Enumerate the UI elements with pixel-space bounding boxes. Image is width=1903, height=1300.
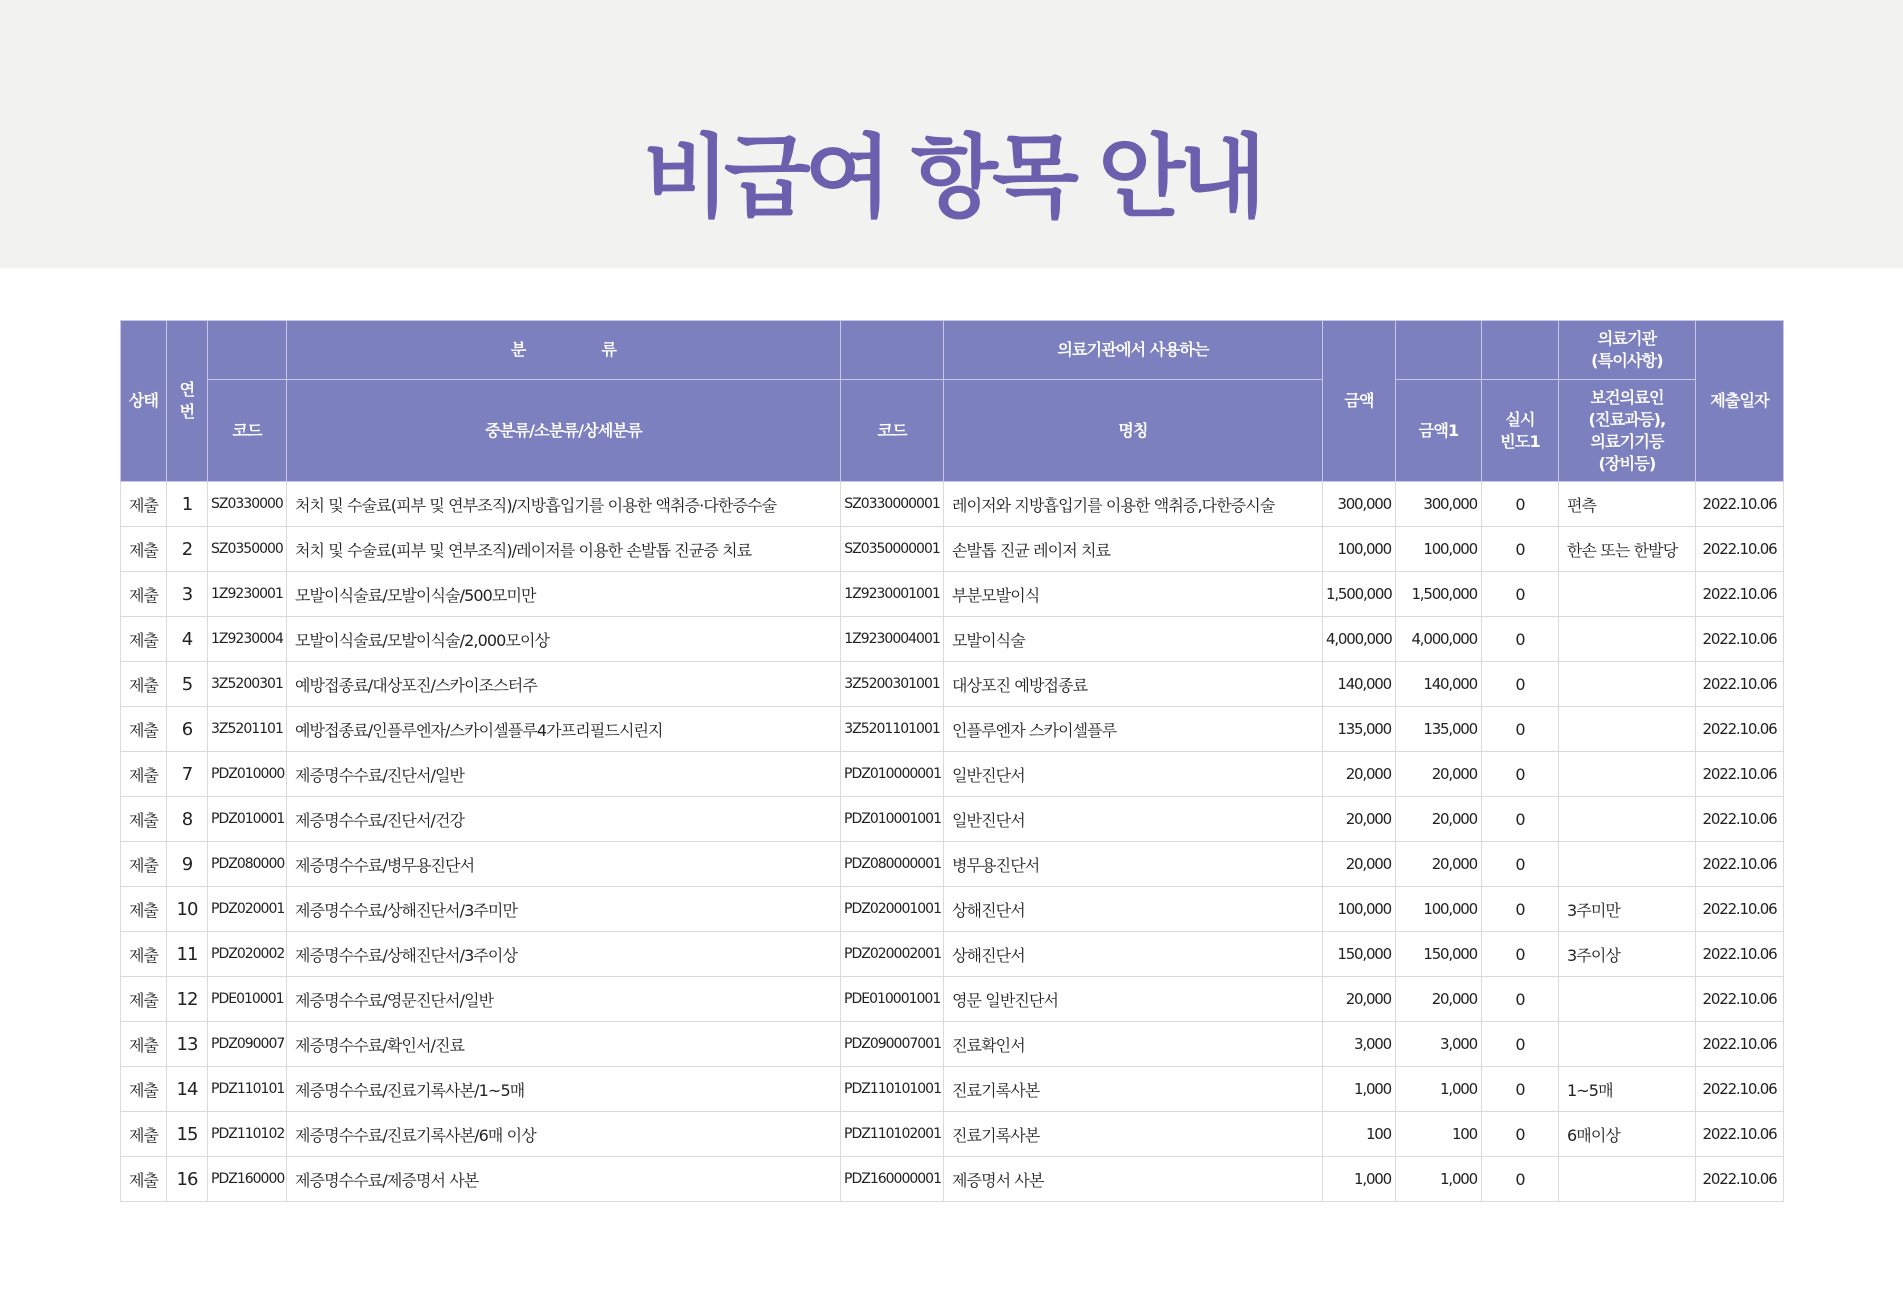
cell-seq: 1 xyxy=(167,482,208,527)
cell-category: 제증명수수료/진료기록사본/1~5매 xyxy=(287,1067,841,1112)
cell-amount: 140,000 xyxy=(1323,662,1396,707)
header-row-bottom xyxy=(121,380,1784,482)
cell-status: 제출 xyxy=(121,707,167,752)
cell-note xyxy=(1559,707,1696,752)
cell-name: 진료확인서 xyxy=(944,1022,1323,1067)
cell-inst-code: PDZ020001001 xyxy=(841,887,944,932)
header-notes xyxy=(1559,380,1696,482)
cell-frequency: 0 xyxy=(1482,527,1559,572)
cell-frequency: 0 xyxy=(1482,887,1559,932)
header-code: 코드 xyxy=(208,380,287,482)
cell-seq: 12 xyxy=(167,977,208,1022)
cell-code: 3Z5201101 xyxy=(208,707,287,752)
cell-name: 일반진단서 xyxy=(944,797,1323,842)
header-notes-line4: (장비등) xyxy=(1598,453,1656,473)
cell-code: PDZ110101 xyxy=(208,1067,287,1112)
cell-inst-code: 3Z5201101001 xyxy=(841,707,944,752)
cell-code: 1Z9230004 xyxy=(208,617,287,662)
cell-inst-code: PDZ160000001 xyxy=(841,1157,944,1202)
cell-inst-code: PDZ020002001 xyxy=(841,932,944,977)
cell-code: 3Z5200301 xyxy=(208,662,287,707)
cell-seq: 8 xyxy=(167,797,208,842)
cell-date: 2022.10.06 xyxy=(1696,482,1784,527)
cell-status: 제출 xyxy=(121,842,167,887)
cell-status: 제출 xyxy=(121,572,167,617)
cell-code: PDZ160000 xyxy=(208,1157,287,1202)
cell-category: 모발이식술료/모발이식술/2,000모이상 xyxy=(287,617,841,662)
cell-code: PDZ010000 xyxy=(208,752,287,797)
cell-amount1: 140,000 xyxy=(1396,662,1482,707)
header-mid-class: 중분류/소분류/상세분류 xyxy=(287,380,841,482)
cell-seq: 16 xyxy=(167,1157,208,1202)
table-row xyxy=(121,662,1784,707)
cell-seq: 10 xyxy=(167,887,208,932)
table-row xyxy=(121,1112,1784,1157)
cell-note: 편측 xyxy=(1559,482,1696,527)
header-hospital-use: 의료기관에서 사용하는 xyxy=(944,321,1323,380)
cell-code: PDZ090007 xyxy=(208,1022,287,1067)
cell-inst-code: PDZ080000001 xyxy=(841,842,944,887)
table-row xyxy=(121,977,1784,1022)
table-row xyxy=(121,707,1784,752)
header-amount1-spacer xyxy=(1396,321,1482,380)
cell-frequency: 0 xyxy=(1482,1067,1559,1112)
cell-amount: 150,000 xyxy=(1323,932,1396,977)
cell-category: 제증명수수료/상해진단서/3주이상 xyxy=(287,932,841,977)
cell-category: 제증명수수료/확인서/진료 xyxy=(287,1022,841,1067)
cell-inst-code: PDE010001001 xyxy=(841,977,944,1022)
cell-category: 제증명수수료/영문진단서/일반 xyxy=(287,977,841,1022)
cell-note xyxy=(1559,662,1696,707)
cell-name: 레이저와 지방흡입기를 이용한 액취증,다한증시술 xyxy=(944,482,1323,527)
cell-date: 2022.10.06 xyxy=(1696,1157,1784,1202)
cell-amount1: 100,000 xyxy=(1396,887,1482,932)
cell-code: SZ0350000 xyxy=(208,527,287,572)
cell-status: 제출 xyxy=(121,662,167,707)
cell-name: 상해진단서 xyxy=(944,932,1323,977)
cell-code: SZ0330000 xyxy=(208,482,287,527)
cell-note: 한손 또는 한발당 xyxy=(1559,527,1696,572)
cell-note: 3주이상 xyxy=(1559,932,1696,977)
cell-amount: 100,000 xyxy=(1323,527,1396,572)
cell-date: 2022.10.06 xyxy=(1696,617,1784,662)
cell-frequency: 0 xyxy=(1482,662,1559,707)
cell-frequency: 0 xyxy=(1482,572,1559,617)
cell-amount: 100 xyxy=(1323,1112,1396,1157)
cell-status: 제출 xyxy=(121,617,167,662)
header-inst-code: 코드 xyxy=(841,380,944,482)
cell-date: 2022.10.06 xyxy=(1696,797,1784,842)
cell-seq: 4 xyxy=(167,617,208,662)
cell-amount: 20,000 xyxy=(1323,752,1396,797)
cell-name: 상해진단서 xyxy=(944,887,1323,932)
cell-seq: 5 xyxy=(167,662,208,707)
cell-seq: 15 xyxy=(167,1112,208,1157)
cell-date: 2022.10.06 xyxy=(1696,572,1784,617)
header-frequency-spacer xyxy=(1482,321,1559,380)
cell-status: 제출 xyxy=(121,797,167,842)
cell-amount1: 1,500,000 xyxy=(1396,572,1482,617)
cell-inst-code: PDZ110101001 xyxy=(841,1067,944,1112)
header-institution-line2: (특이사항) xyxy=(1591,351,1663,370)
cell-name: 부분모발이식 xyxy=(944,572,1323,617)
cell-amount: 20,000 xyxy=(1323,842,1396,887)
header-notes-line3: 의료기기등 xyxy=(1590,431,1664,451)
header-category: 분 류 xyxy=(287,321,841,380)
table-body xyxy=(121,482,1784,1202)
header-notes-line1: 보건의료인 xyxy=(1590,387,1664,407)
cell-note xyxy=(1559,977,1696,1022)
cell-amount: 300,000 xyxy=(1323,482,1396,527)
cell-amount: 20,000 xyxy=(1323,977,1396,1022)
table-row xyxy=(121,617,1784,662)
cell-category: 예방접종료/대상포진/스카이조스터주 xyxy=(287,662,841,707)
cell-note xyxy=(1559,1022,1696,1067)
table-row xyxy=(121,572,1784,617)
cell-note xyxy=(1559,752,1696,797)
cell-date: 2022.10.06 xyxy=(1696,887,1784,932)
cell-status: 제출 xyxy=(121,887,167,932)
header-status: 상태 xyxy=(121,321,167,482)
table-row xyxy=(121,1067,1784,1112)
cell-seq: 13 xyxy=(167,1022,208,1067)
table-row xyxy=(121,932,1784,977)
cell-note: 3주미만 xyxy=(1559,887,1696,932)
cell-status: 제출 xyxy=(121,1112,167,1157)
cell-status: 제출 xyxy=(121,482,167,527)
cell-category: 처치 및 수술료(피부 및 연부조직)/지방흡입기를 이용한 액취증·다한증수술 xyxy=(287,482,841,527)
table-row xyxy=(121,1022,1784,1067)
cell-category: 예방접종료/인플루엔자/스카이셀플루4가프리필드시린지 xyxy=(287,707,841,752)
cell-name: 손발톱 진균 레이저 치료 xyxy=(944,527,1323,572)
cell-code: PDZ020002 xyxy=(208,932,287,977)
table-row xyxy=(121,482,1784,527)
cell-date: 2022.10.06 xyxy=(1696,752,1784,797)
cell-category: 제증명수수료/제증명서 사본 xyxy=(287,1157,841,1202)
cell-seq: 2 xyxy=(167,527,208,572)
cell-status: 제출 xyxy=(121,932,167,977)
cell-code: 1Z9230001 xyxy=(208,572,287,617)
cell-seq: 11 xyxy=(167,932,208,977)
cell-note xyxy=(1559,617,1696,662)
cell-inst-code: 1Z9230001001 xyxy=(841,572,944,617)
cell-note xyxy=(1559,1157,1696,1202)
header-frequency-line2: 빈도1 xyxy=(1500,431,1540,451)
cell-name: 영문 일반진단서 xyxy=(944,977,1323,1022)
cell-seq: 6 xyxy=(167,707,208,752)
cell-name: 대상포진 예방접종료 xyxy=(944,662,1323,707)
cell-frequency: 0 xyxy=(1482,1112,1559,1157)
cell-amount1: 20,000 xyxy=(1396,752,1482,797)
table-row xyxy=(121,1157,1784,1202)
header-seq-line2: 번 xyxy=(179,402,195,421)
cell-amount1: 1,000 xyxy=(1396,1067,1482,1112)
cell-amount1: 20,000 xyxy=(1396,842,1482,887)
cell-note: 1~5매 xyxy=(1559,1067,1696,1112)
header-institution-special xyxy=(1559,321,1696,380)
table-row xyxy=(121,797,1784,842)
header-amount: 금액 xyxy=(1323,321,1396,482)
cell-code: PDE010001 xyxy=(208,977,287,1022)
cell-note xyxy=(1559,842,1696,887)
cell-amount: 1,000 xyxy=(1323,1157,1396,1202)
table-row xyxy=(121,752,1784,797)
cell-date: 2022.10.06 xyxy=(1696,1022,1784,1067)
cell-amount1: 20,000 xyxy=(1396,797,1482,842)
cell-frequency: 0 xyxy=(1482,752,1559,797)
cell-amount1: 1,000 xyxy=(1396,1157,1482,1202)
cell-amount1: 300,000 xyxy=(1396,482,1482,527)
cell-seq: 14 xyxy=(167,1067,208,1112)
cell-date: 2022.10.06 xyxy=(1696,527,1784,572)
cell-name: 인플루엔자 스카이셀플루 xyxy=(944,707,1323,752)
cell-date: 2022.10.06 xyxy=(1696,662,1784,707)
cell-amount: 4,000,000 xyxy=(1323,617,1396,662)
cell-frequency: 0 xyxy=(1482,482,1559,527)
cell-date: 2022.10.06 xyxy=(1696,1112,1784,1157)
cell-inst-code: SZ0330000001 xyxy=(841,482,944,527)
cell-date: 2022.10.06 xyxy=(1696,707,1784,752)
cell-name: 진료기록사본 xyxy=(944,1067,1323,1112)
cell-note xyxy=(1559,572,1696,617)
cell-inst-code: SZ0350000001 xyxy=(841,527,944,572)
cell-name: 병무용진단서 xyxy=(944,842,1323,887)
cell-name: 진료기록사본 xyxy=(944,1112,1323,1157)
cell-amount1: 100,000 xyxy=(1396,527,1482,572)
cell-code: PDZ020001 xyxy=(208,887,287,932)
header-hospital-code-spacer xyxy=(841,321,944,380)
cell-amount: 1,500,000 xyxy=(1323,572,1396,617)
cell-date: 2022.10.06 xyxy=(1696,1067,1784,1112)
header-category-code-spacer xyxy=(208,321,287,380)
cell-status: 제출 xyxy=(121,977,167,1022)
cell-inst-code: PDZ010000001 xyxy=(841,752,944,797)
cell-inst-code: PDZ010001001 xyxy=(841,797,944,842)
cell-note xyxy=(1559,797,1696,842)
cell-seq: 3 xyxy=(167,572,208,617)
cell-amount1: 4,000,000 xyxy=(1396,617,1482,662)
table-row xyxy=(121,527,1784,572)
fee-table-container xyxy=(120,320,1783,1202)
table-row xyxy=(121,887,1784,932)
non-covered-items-table xyxy=(120,320,1784,1202)
cell-name: 모발이식술 xyxy=(944,617,1323,662)
cell-code: PDZ110102 xyxy=(208,1112,287,1157)
cell-status: 제출 xyxy=(121,1022,167,1067)
cell-category: 제증명수수료/상해진단서/3주미만 xyxy=(287,887,841,932)
cell-date: 2022.10.06 xyxy=(1696,842,1784,887)
cell-frequency: 0 xyxy=(1482,977,1559,1022)
cell-frequency: 0 xyxy=(1482,707,1559,752)
cell-date: 2022.10.06 xyxy=(1696,932,1784,977)
cell-status: 제출 xyxy=(121,527,167,572)
cell-note: 6매이상 xyxy=(1559,1112,1696,1157)
cell-frequency: 0 xyxy=(1482,842,1559,887)
cell-date: 2022.10.06 xyxy=(1696,977,1784,1022)
cell-seq: 7 xyxy=(167,752,208,797)
header-notes-line2: (진료과등), xyxy=(1588,409,1666,429)
cell-frequency: 0 xyxy=(1482,1157,1559,1202)
cell-amount: 135,000 xyxy=(1323,707,1396,752)
cell-amount: 1,000 xyxy=(1323,1067,1396,1112)
cell-category: 제증명수수료/병무용진단서 xyxy=(287,842,841,887)
cell-inst-code: PDZ110102001 xyxy=(841,1112,944,1157)
cell-category: 제증명수수료/진단서/일반 xyxy=(287,752,841,797)
cell-amount: 3,000 xyxy=(1323,1022,1396,1067)
header-frequency1 xyxy=(1482,380,1559,482)
header-institution-line1: 의료기관 xyxy=(1597,329,1657,348)
cell-name: 일반진단서 xyxy=(944,752,1323,797)
cell-status: 제출 xyxy=(121,1157,167,1202)
cell-inst-code: PDZ090007001 xyxy=(841,1022,944,1067)
header-amount1: 금액1 xyxy=(1396,380,1482,482)
cell-category: 처치 및 수술료(피부 및 연부조직)/레이저를 이용한 손발톱 진균증 치료 xyxy=(287,527,841,572)
page-title: 비급여 항목 안내 xyxy=(642,125,1261,230)
header-seq-line1: 연 xyxy=(179,380,195,399)
cell-code: PDZ010001 xyxy=(208,797,287,842)
cell-frequency: 0 xyxy=(1482,797,1559,842)
cell-frequency: 0 xyxy=(1482,1022,1559,1067)
cell-amount1: 20,000 xyxy=(1396,977,1482,1022)
cell-seq: 9 xyxy=(167,842,208,887)
header-frequency-line1: 실시 xyxy=(1505,409,1535,429)
header-submit-date: 제출일자 xyxy=(1696,321,1784,482)
cell-category: 제증명수수료/진료기록사본/6매 이상 xyxy=(287,1112,841,1157)
table-row xyxy=(121,842,1784,887)
cell-category: 제증명수수료/진단서/건강 xyxy=(287,797,841,842)
cell-amount1: 3,000 xyxy=(1396,1022,1482,1067)
cell-code: PDZ080000 xyxy=(208,842,287,887)
cell-amount: 100,000 xyxy=(1323,887,1396,932)
cell-inst-code: 1Z9230004001 xyxy=(841,617,944,662)
cell-inst-code: 3Z5200301001 xyxy=(841,662,944,707)
cell-status: 제출 xyxy=(121,752,167,797)
cell-category: 모발이식술료/모발이식술/500모미만 xyxy=(287,572,841,617)
cell-name: 제증명서 사본 xyxy=(944,1157,1323,1202)
cell-amount1: 135,000 xyxy=(1396,707,1482,752)
header-seq xyxy=(167,321,208,482)
header-row-top xyxy=(121,321,1784,380)
cell-frequency: 0 xyxy=(1482,932,1559,977)
cell-status: 제출 xyxy=(121,1067,167,1112)
cell-frequency: 0 xyxy=(1482,617,1559,662)
cell-amount: 20,000 xyxy=(1323,797,1396,842)
cell-amount1: 100 xyxy=(1396,1112,1482,1157)
cell-amount1: 150,000 xyxy=(1396,932,1482,977)
header-name: 명칭 xyxy=(944,380,1323,482)
